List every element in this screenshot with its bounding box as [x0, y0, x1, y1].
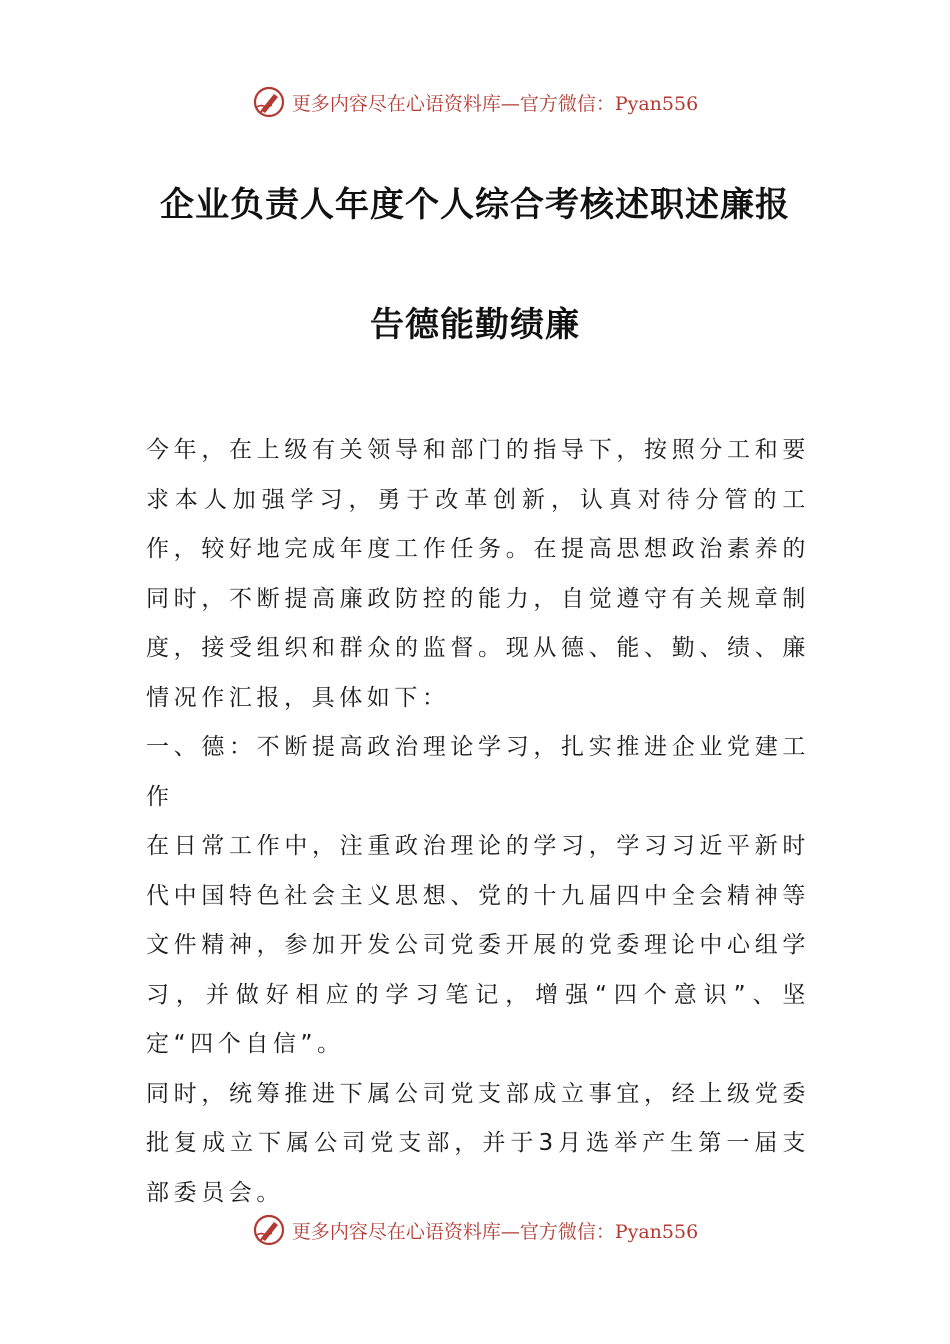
watermark-text: 更多内容尽在心语资料库—官方微信：Pyan556 [291, 1220, 699, 1243]
document-title-line-2: 告德能勤绩廉 [370, 305, 580, 345]
section-heading-de: 一、德：不断提高政治理论学习，扎实推进企业党建工作 [146, 734, 810, 810]
document-title-line-1: 企业负责人年度个人综合考核述职述廉报 [160, 185, 790, 225]
watermark-banner-top [0, 82, 950, 122]
pen-logo-icon [252, 1213, 286, 1247]
paragraph-party-branch: 同时，统筹推进下属公司党支部成立事宜，经上级党委批复成立下属公司党支部，并于3月选举产生第一届支部委员会。 [146, 1080, 810, 1206]
paragraph-study: 在日常工作中，注重政治理论的学习，学习习近平新时代中国特色社会主义思想、党的十九届四中全会精神等文件精神，参加开发公司党委开展的党委理论中心组学习，并做好相应的学习笔记，增强“四个意识”、坚定“四个自信”。 [146, 833, 810, 1057]
watermark-text: 更多内容尽在心语资料库—官方微信：Pyan556 [291, 92, 699, 115]
paragraph-intro: 今年，在上级有关领导和部门的指导下，按照分工和要求本人加强学习，勇于改革创新，认真对待分管的工作，较好地完成年度工作任务。在提高思想政治素养的同时，不断提高廉政防控的能力，自觉遵守有关规章制度，接受组织和群众的监督。现从德、能、勤、绩、廉情况作汇报，具体如下： [146, 437, 810, 711]
watermark-banner-bottom [0, 1210, 950, 1250]
pen-logo-icon [252, 85, 286, 119]
document-body [146, 426, 810, 1218]
